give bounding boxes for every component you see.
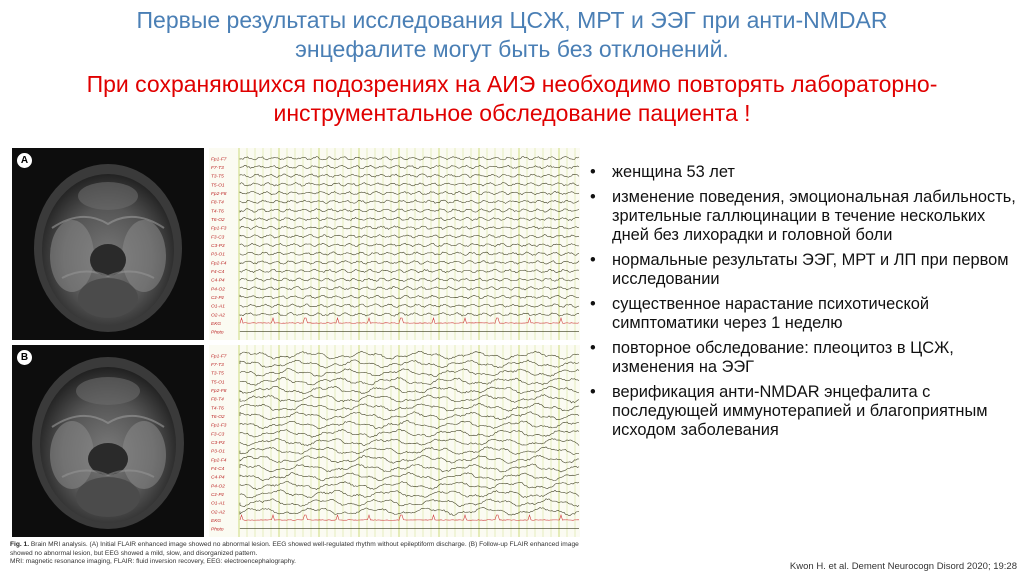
eeg-trace-line [240, 191, 579, 195]
eeg-channel-label: Fp1-F7 [211, 354, 227, 360]
eeg-trace-line [240, 490, 579, 498]
eeg-channel-label: T4-T6 [211, 406, 224, 412]
eeg-channel-label: Fp2-F4 [211, 261, 227, 267]
subtitle-line-2: инструментальное обследование пациента ! [273, 100, 751, 126]
eeg-trace-line [240, 420, 579, 428]
bullet-item: • повторное обследование: плеоцитоз в ЦСЖ, изменения на ЭЭГ [588, 339, 1018, 377]
eeg-trace-line [240, 473, 579, 481]
eeg-channel-label: O2-A2 [211, 510, 225, 516]
mri-scan-b [12, 345, 204, 537]
eeg-trace-line [240, 278, 579, 281]
eeg-channel-label: F4-C4 [211, 467, 225, 472]
eeg-trace-line [240, 429, 579, 437]
eeg-channel-label: C3-P3 [211, 244, 225, 249]
eeg-channel-label: T5-O1 [211, 183, 225, 189]
eeg-channel-label: F3-C3 [211, 432, 225, 438]
eeg-trace-line [240, 481, 579, 489]
bullet-list [588, 163, 1018, 446]
bullet-item: • женщина 53 лет [588, 163, 1018, 182]
eeg-channel-label: Fp1-F3 [211, 423, 227, 429]
eeg-trace-line [240, 217, 579, 221]
bullet-item: • изменение поведения, эмоциональная лабильность, зрительные галлюцинации в течение нескольких дней без лихорадки и головной боли [588, 188, 1018, 245]
eeg-trace-line [240, 235, 579, 239]
mri-scan-a [12, 148, 204, 340]
subtitle-line-1: При сохраняющихся подозрениях на АИЭ необходимо повторять лабораторно- [86, 71, 938, 97]
caption-label: Fig. 1. [10, 541, 30, 548]
eeg-trace-line [240, 412, 579, 421]
figure-caption [10, 541, 580, 567]
eeg-channel-label: Fp2-F4 [211, 458, 227, 464]
eeg-channel-label: T6-O2 [211, 218, 225, 223]
eeg-channel-label: P3-O1 [211, 449, 225, 455]
eeg-channel-label: P4-O2 [211, 484, 225, 490]
eeg-chart-b [209, 345, 580, 537]
mri-image-b [12, 345, 204, 537]
eeg-trace-line [240, 209, 579, 213]
bullet-item: • верификация анти-NMDAR энцефалита с последующей иммунотерапией и благоприятным исходом заболевания [588, 383, 1018, 440]
eeg-channel-label: F3-C3 [211, 235, 225, 241]
eeg-channel-label: F4-C4 [211, 270, 225, 275]
eeg-trace-line [240, 515, 579, 520]
eeg-trace-b [209, 345, 580, 537]
mri-image-a [12, 148, 204, 340]
eeg-channel-label: C3-P3 [211, 441, 225, 446]
eeg-trace-line [240, 287, 579, 291]
caption-text: Brain MRI analysis. (A) Initial FLAIR enhanced image showed no abnormal lesion. EEG showed well-regulated rhythm without epileptiform discharge. (B) Follow-up FLAIR enhanced image showed no abnormal lesion, but EEG showed a mild, slow, and disorganized pattern. [10, 541, 579, 557]
eeg-channel-label: C4-P4 [211, 278, 225, 284]
eeg-channel-label: F8-T4 [211, 200, 224, 206]
eeg-chart-a [209, 148, 580, 340]
eeg-trace-line [240, 403, 579, 411]
eeg-trace-line [240, 386, 579, 393]
eeg-trace-line [240, 464, 579, 472]
eeg-channel-label: C4-P4 [211, 475, 225, 481]
eeg-trace-line [240, 360, 579, 368]
eeg-channel-label: Photo [211, 330, 224, 336]
eeg-trace-line [240, 318, 579, 323]
eeg-channel-label: T5-O1 [211, 380, 225, 386]
eeg-channel-label: EKG [211, 519, 222, 524]
caption-abbreviations: MRI: magnetic resonance imaging, FLAIR: fluid inversion recovery, EEG: electroencephalography. [10, 558, 296, 566]
title-line-2: энцефалите могут быть без отклонений. [295, 36, 729, 62]
slide-subtitle [0, 70, 1024, 128]
eeg-trace-line [240, 183, 579, 187]
eeg-channel-label: F7-T3 [211, 363, 224, 368]
eeg-trace-line [240, 455, 579, 463]
eeg-trace-line [240, 447, 579, 455]
eeg-trace-line [240, 252, 579, 256]
eeg-channel-label: T4-T6 [211, 209, 224, 215]
eeg-trace-line [240, 439, 579, 446]
eeg-trace-line [240, 395, 579, 403]
eeg-trace-line [240, 313, 579, 317]
eeg-channel-label: O1-A1 [211, 304, 225, 310]
eeg-trace-line [240, 269, 579, 273]
eeg-channel-label: Fp1-F7 [211, 157, 227, 163]
eeg-trace-line [240, 261, 579, 264]
bullet-item: • существенное нарастание психотической симптоматики через 1 неделю [588, 295, 1018, 333]
eeg-trace-line [240, 200, 579, 204]
eeg-trace-a [209, 148, 580, 340]
eeg-trace-line [240, 304, 579, 307]
panel-label-b: B [17, 350, 32, 365]
eeg-trace-line [240, 157, 579, 161]
eeg-trace-line [240, 377, 579, 385]
eeg-channel-label: EKG [211, 322, 222, 327]
eeg-channel-label: P4-O2 [211, 287, 225, 293]
eeg-channel-label: Photo [211, 527, 224, 533]
eeg-channel-label: P3-O1 [211, 252, 225, 258]
eeg-trace-line [240, 295, 579, 298]
bullet-item: • нормальные результаты ЭЭГ, МРТ и ЛП при первом исследовании [588, 251, 1018, 289]
eeg-trace-line [240, 369, 579, 377]
figure [7, 144, 582, 549]
eeg-channel-label: T3-T5 [211, 371, 224, 377]
eeg-trace-line [240, 351, 579, 359]
eeg-trace-line [240, 499, 579, 507]
eeg-channel-label: T6-O2 [211, 415, 225, 420]
citation: Kwon H. et al. Dement Neurocogn Disord 2020; 19:28 [789, 561, 1017, 572]
eeg-channel-label: Fp2-F8 [211, 389, 227, 394]
eeg-trace-line [240, 165, 579, 169]
eeg-channel-label: Cz-Pz [211, 493, 225, 498]
panel-label-a: A [17, 153, 32, 168]
eeg-channel-label: Fp2-F8 [211, 192, 227, 197]
eeg-channel-label: O2-A2 [211, 313, 225, 319]
eeg-channel-label: Cz-Pz [211, 296, 225, 301]
eeg-trace-line [240, 226, 579, 230]
eeg-channel-label: T3-T5 [211, 174, 224, 180]
title-line-1: Первые результаты исследования ЦСЖ, МРТ и ЭЭГ при анти-NMDAR [136, 7, 888, 33]
slide-title [0, 6, 1024, 64]
eeg-trace-line [240, 243, 579, 247]
eeg-trace-line [240, 174, 579, 177]
eeg-channel-label: Fp1-F3 [211, 226, 227, 232]
eeg-channel-label: O1-A1 [211, 501, 225, 507]
eeg-trace-line [240, 507, 579, 515]
eeg-channel-label: F7-T3 [211, 166, 224, 171]
eeg-channel-label: F8-T4 [211, 397, 224, 403]
